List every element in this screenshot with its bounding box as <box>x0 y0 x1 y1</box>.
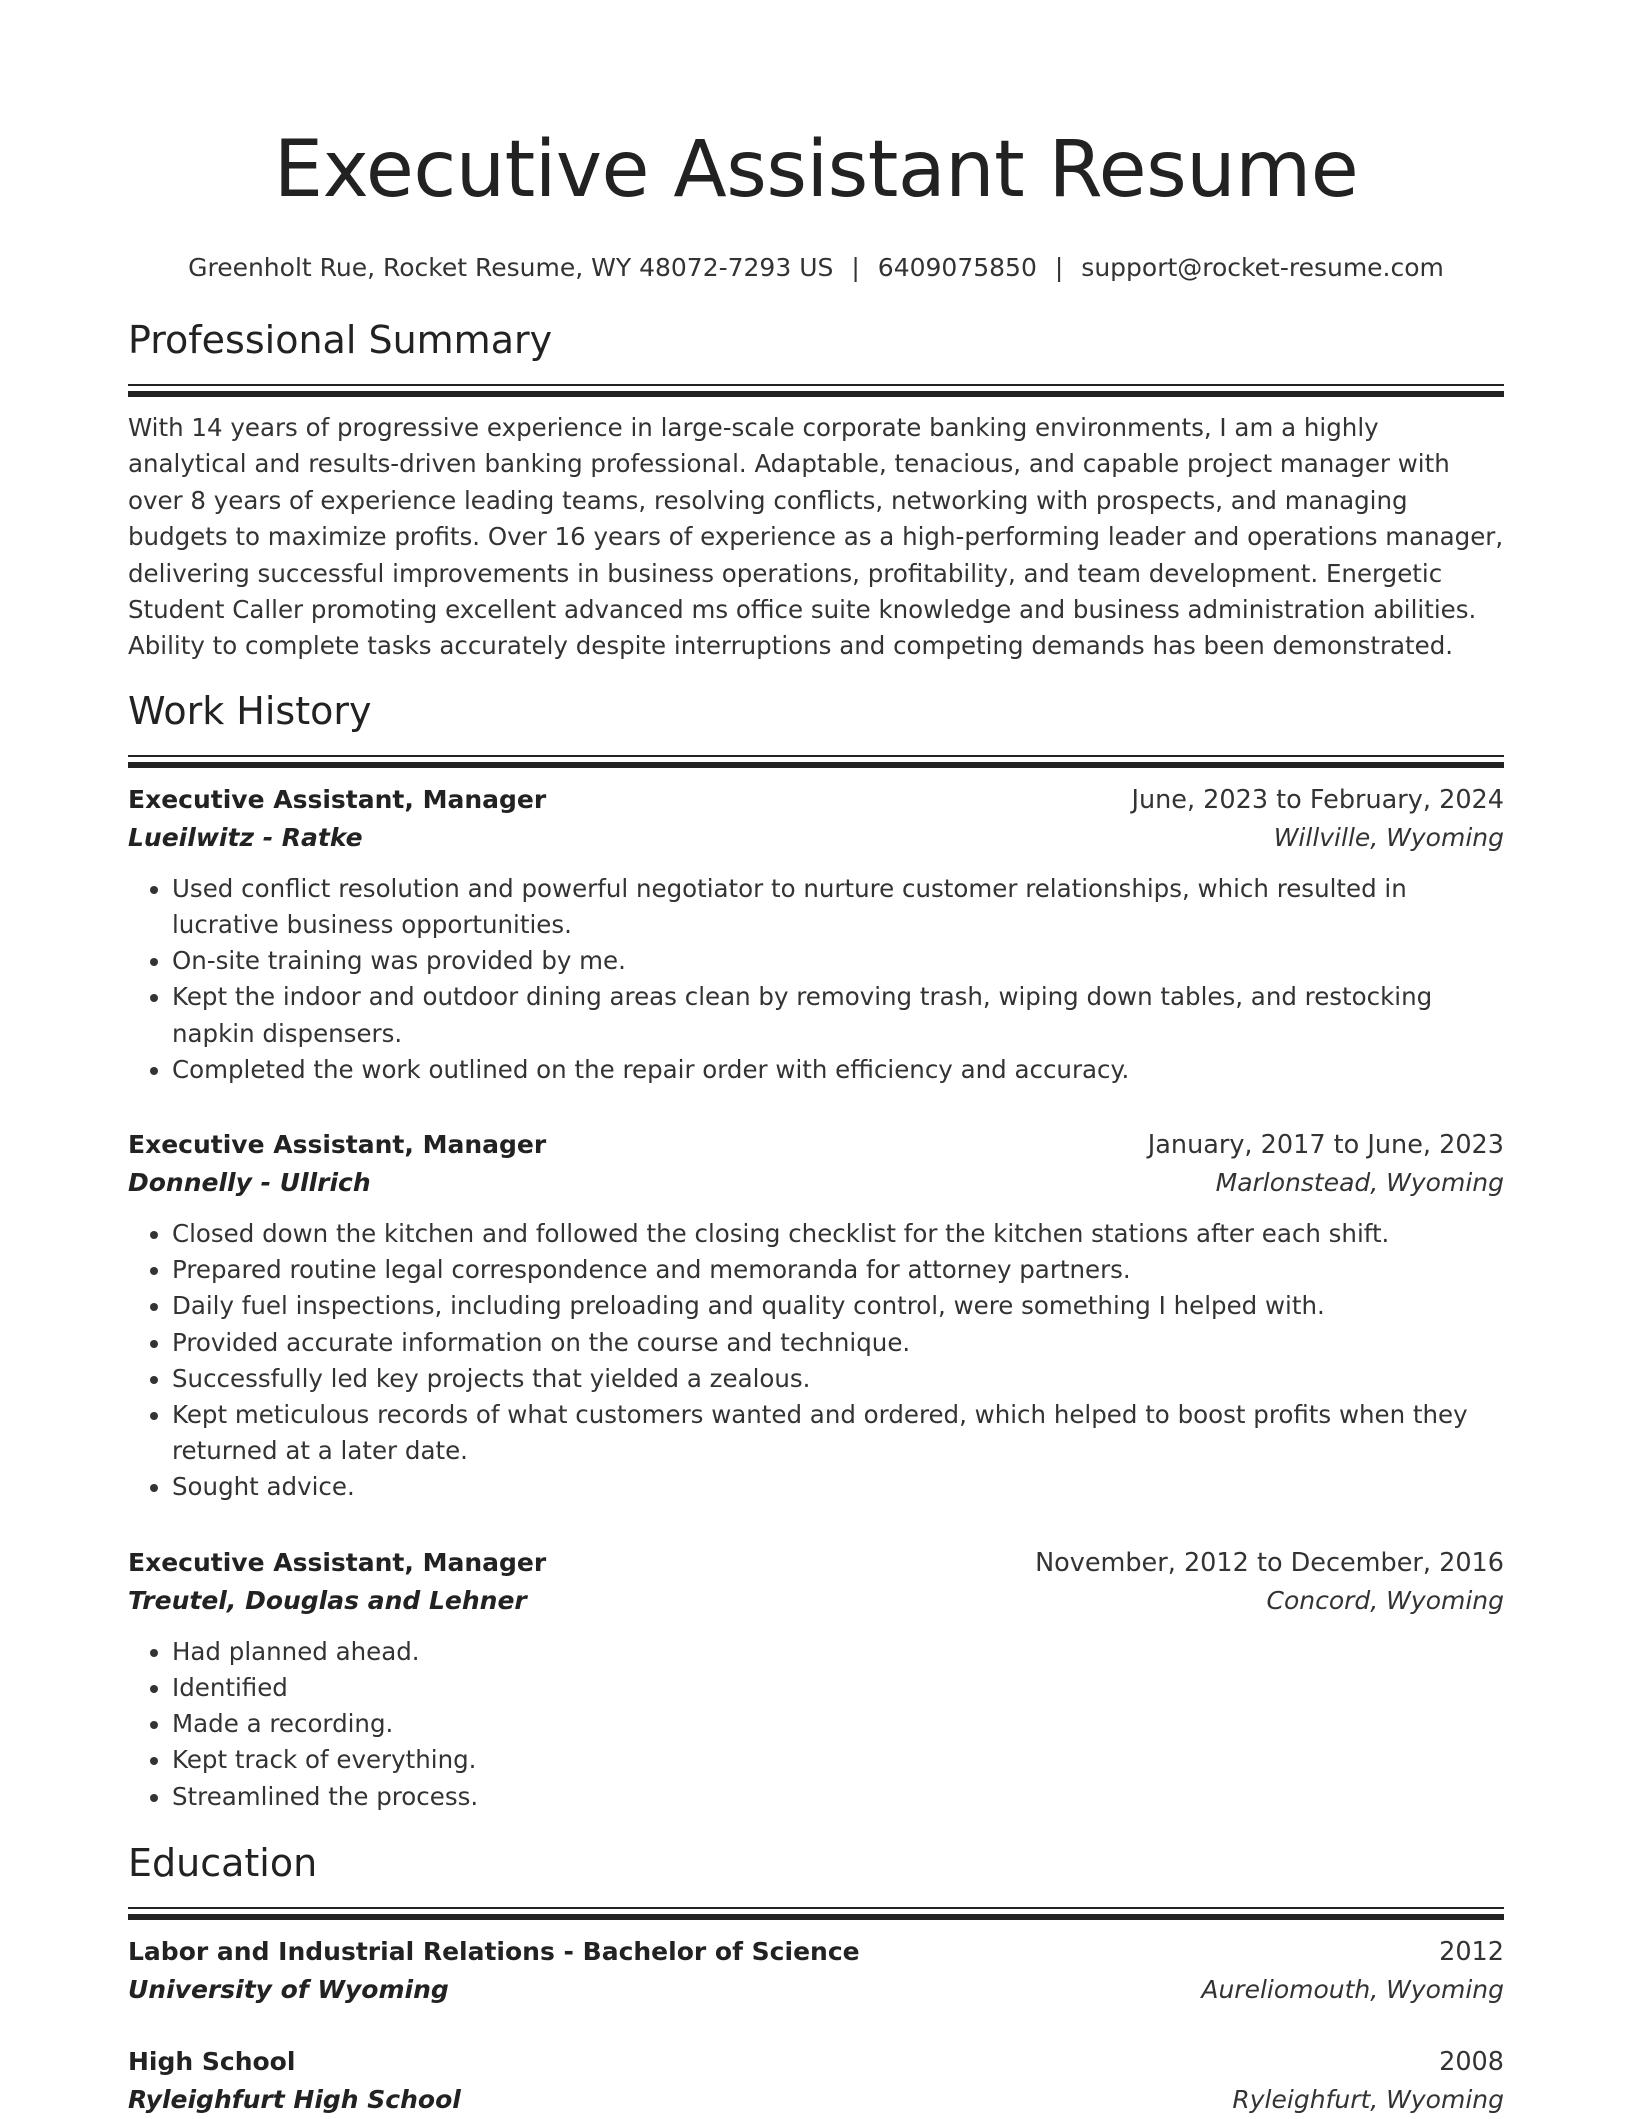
school-location: Ryleighfurt, Wyoming <box>1232 2084 1504 2114</box>
contact-line <box>128 250 1504 286</box>
work-history-section <box>128 687 1504 1815</box>
job-location: Concord, Wyoming <box>1266 1585 1504 1615</box>
job-company: Lueilwitz - Ratke <box>128 822 363 852</box>
list-item: • Sought advice. <box>172 1469 1504 1505</box>
education-entry <box>128 1933 1504 2009</box>
resume-title: Executive Assistant Resume <box>273 125 1359 215</box>
job-dates: June, 2023 to February, 2024 <box>1131 784 1504 815</box>
education-heading: Education <box>128 1840 318 1885</box>
job-title: Executive Assistant, Manager <box>128 784 547 814</box>
list-item: • On-site training was provided by me. <box>172 943 1504 979</box>
job-bullets <box>128 1634 1504 1815</box>
job-company: Donnelly - Ullrich <box>128 1168 371 1198</box>
job-title: Executive Assistant, Manager <box>128 1130 547 1160</box>
job-dates: November, 2012 to December, 2016 <box>1035 1547 1504 1578</box>
section-divider <box>128 755 1504 767</box>
contact-phone: 6409075850 <box>877 253 1037 282</box>
job-location: Marlonstead, Wyoming <box>1215 1168 1504 1198</box>
job-dates: January, 2017 to June, 2023 <box>1147 1130 1504 1161</box>
list-item: • Kept the indoor and outdoor dining areas clean by removing trash, wiping down tables, and restocking napkin dispensers. <box>172 979 1504 1051</box>
list-item: • Kept track of everything. <box>172 1742 1504 1778</box>
list-item: • Provided accurate information on the course and technique. <box>172 1325 1504 1361</box>
job-bullets <box>128 1216 1504 1506</box>
list-item: • Identified <box>172 1670 1504 1706</box>
education-entry <box>128 2043 1504 2119</box>
list-item: • Used conflict resolution and powerful negotiator to nurture customer relationships, which resulted in lucrative business opportunities. <box>172 871 1504 943</box>
contact-separator: | <box>1054 253 1064 282</box>
job-entry <box>128 1544 1504 1815</box>
section-divider <box>128 1907 1504 1919</box>
list-item: • Completed the work outlined on the repair order with efficiency and accuracy. <box>172 1052 1504 1088</box>
contact-separator: | <box>851 253 860 282</box>
education-section <box>128 1839 1504 2119</box>
list-item: • Closed down the kitchen and followed the closing checklist for the kitchen stations after each shift. <box>172 1216 1504 1252</box>
section-divider <box>128 384 1504 396</box>
job-location: Willville, Wyoming <box>1273 822 1504 852</box>
job-bullets <box>128 871 1504 1088</box>
school-name: Ryleighfurt High School <box>128 2084 461 2114</box>
contact-address: Greenholt Rue, Rocket Resume, WY 48072-7293 US <box>188 253 834 282</box>
graduation-year: 2012 <box>1439 1936 1504 1967</box>
list-item: • Had planned ahead. <box>172 1634 1504 1670</box>
school-name: University of Wyoming <box>128 1974 449 2004</box>
list-item: • Daily fuel inspections, including preloading and quality control, were something I helped with. <box>172 1288 1504 1324</box>
resume-page <box>128 0 1504 2119</box>
job-company: Treutel, Douglas and Lehner <box>128 1585 527 1615</box>
summary-section <box>128 316 1504 665</box>
work-history-heading: Work History <box>128 688 372 733</box>
school-location: Aureliomouth, Wyoming <box>1201 1974 1504 2004</box>
list-item: • Successfully led key projects that yielded a zealous. <box>172 1361 1504 1397</box>
job-entry <box>128 781 1504 1088</box>
summary-heading: Professional Summary <box>128 318 553 362</box>
list-item: • Prepared routine legal correspondence and memoranda for attorney partners. <box>172 1252 1504 1288</box>
degree-title: Labor and Industrial Relations - Bachelor of Science <box>128 1936 860 1966</box>
list-item: • Kept meticulous records of what customers wanted and ordered, which helped to boost profits when they returned at a later date. <box>172 1397 1504 1469</box>
list-item: • Streamlined the process. <box>172 1779 1504 1815</box>
contact-email: support@rocket-resume.com <box>1081 253 1444 282</box>
summary-text: With 14 years of progressive experience in large-scale corporate banking environments, I am a highly analytical and results-driven banking professional. Adaptable, tenacious, and capable project manager with over 8 years of experience leading teams, resolving conflicts, networking with prospects, and managing budgets to maximize profits. Over 16 years of experience as a high-performing leader and operations manager, delivering successful improvements in business operations, profitability, and team development. Energetic Student Caller promoting excellent advanced ms office suite knowledge and business administration abilities. Ability to complete tasks accurately despite interruptions and competing demands has been demonstrated. <box>128 413 1504 661</box>
list-item: • Made a recording. <box>172 1706 1504 1742</box>
job-entry <box>128 1126 1504 1506</box>
degree-title: High School <box>128 2046 296 2076</box>
graduation-year: 2008 <box>1439 2046 1504 2077</box>
job-title: Executive Assistant, Manager <box>128 1547 547 1577</box>
